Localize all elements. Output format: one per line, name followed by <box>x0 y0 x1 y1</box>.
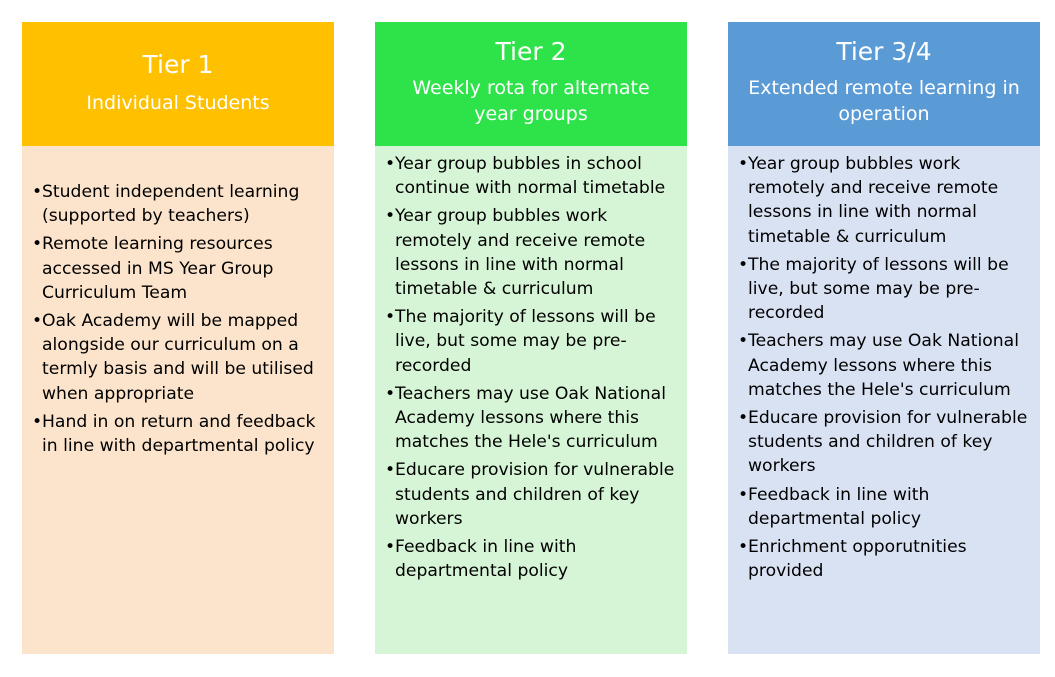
tier-1-header <box>22 22 334 146</box>
tier-2-body <box>375 146 687 654</box>
tier-3-4-subtitle: Extended remote learning in operation <box>748 77 1020 125</box>
tier-1-item-text: Remote learning resources accessed in MS Year Group Curriculum Team <box>42 234 274 303</box>
bullet-icon: • <box>738 154 749 174</box>
tier-3-4-item-text: Enrichment opporutnities provided <box>748 537 967 582</box>
bullet-icon: • <box>385 307 396 328</box>
tier-1-body <box>22 146 334 654</box>
tier-2-title: Tier 2 <box>495 37 567 66</box>
tier-3-4-item <box>738 483 1032 531</box>
tier-2-item <box>385 204 679 301</box>
bullet-icon: • <box>385 460 396 481</box>
bullet-icon: • <box>738 408 749 429</box>
tier-1-item <box>32 309 326 406</box>
tier-3-4-item-text: Educare provision for vulnerable students and children of key workers <box>748 408 1028 477</box>
bullet-icon: • <box>385 383 396 404</box>
tier-3-4-title: Tier 3/4 <box>836 37 932 66</box>
tier-3-4-header <box>728 22 1040 146</box>
tier-2-column <box>375 22 687 654</box>
tier-1-column <box>22 22 334 654</box>
tier-3-4-item-text: Feedback in line with departmental policy <box>748 484 930 529</box>
tier-2-item <box>385 382 679 455</box>
bullet-icon: • <box>32 234 43 255</box>
tier-2-item <box>385 458 679 531</box>
bullet-icon: • <box>32 411 43 432</box>
tier-2-item <box>385 152 679 200</box>
tier-3-4-item-text: Year group bubbles work remotely and receive remote lessons in line with normal timetable & curriculum <box>748 154 999 247</box>
tier-2-item-text: Year group bubbles in school continue with normal timetable <box>395 154 666 199</box>
tier-2-header <box>375 22 687 146</box>
tier-3-4-body <box>728 146 1040 654</box>
tier-2-item <box>385 535 679 583</box>
tier-3-4-column <box>728 22 1040 654</box>
bullet-icon: • <box>738 254 749 275</box>
bullet-icon: • <box>738 331 749 352</box>
tier-1-item <box>32 180 326 228</box>
tier-1-item-text: Student independent learning (supported by teachers) <box>42 182 300 227</box>
bullet-icon: • <box>385 537 396 558</box>
tier-1-item-text: Oak Academy will be mapped alongside our curriculum on a termly basis and will be utilised when appropriate <box>42 311 314 404</box>
tier-2-item-text: Teachers may use Oak National Academy lessons where this matches the Hele's curriculum <box>395 383 666 453</box>
bullet-icon: • <box>385 206 396 227</box>
tier-2-item-text: The majority of lessons will be live, but some may be pre-recorded <box>395 307 656 376</box>
tier-2-item-text: Feedback in line with departmental policy <box>395 537 577 582</box>
tier-1-item <box>32 410 326 458</box>
bullet-icon: • <box>738 537 749 558</box>
tier-3-4-item <box>738 406 1032 479</box>
tier-3-4-item <box>738 253 1032 326</box>
tier-1-title: Tier 1 <box>142 50 214 79</box>
tier-1-subtitle: Individual Students <box>86 92 270 114</box>
tier-3-4-item <box>738 329 1032 402</box>
tier-3-4-item <box>738 535 1032 583</box>
tier-2-item-text: Educare provision for vulnerable students and children of key workers <box>395 460 675 529</box>
tier-3-4-item-text: The majority of lessons will be live, but some may be pre-recorded <box>748 254 1009 324</box>
tier-1-item-text: Hand in on return and feedback in line with departmental policy <box>42 411 316 457</box>
tier-2-item <box>385 305 679 378</box>
bullet-icon: • <box>32 311 43 332</box>
bullet-icon: • <box>32 182 43 202</box>
tier-3-4-item-text: Teachers may use Oak National Academy lessons where this matches the Hele's curriculum <box>748 331 1019 400</box>
bullet-icon: • <box>385 154 396 174</box>
tier-2-subtitle: Weekly rota for alternate year groups <box>412 77 650 125</box>
tier-3-4-item <box>738 152 1032 249</box>
tier-2-item-text: Year group bubbles work remotely and receive remote lessons in line with normal timetable & curriculum <box>395 206 646 300</box>
bullet-icon: • <box>738 484 749 505</box>
tier-1-item <box>32 232 326 305</box>
